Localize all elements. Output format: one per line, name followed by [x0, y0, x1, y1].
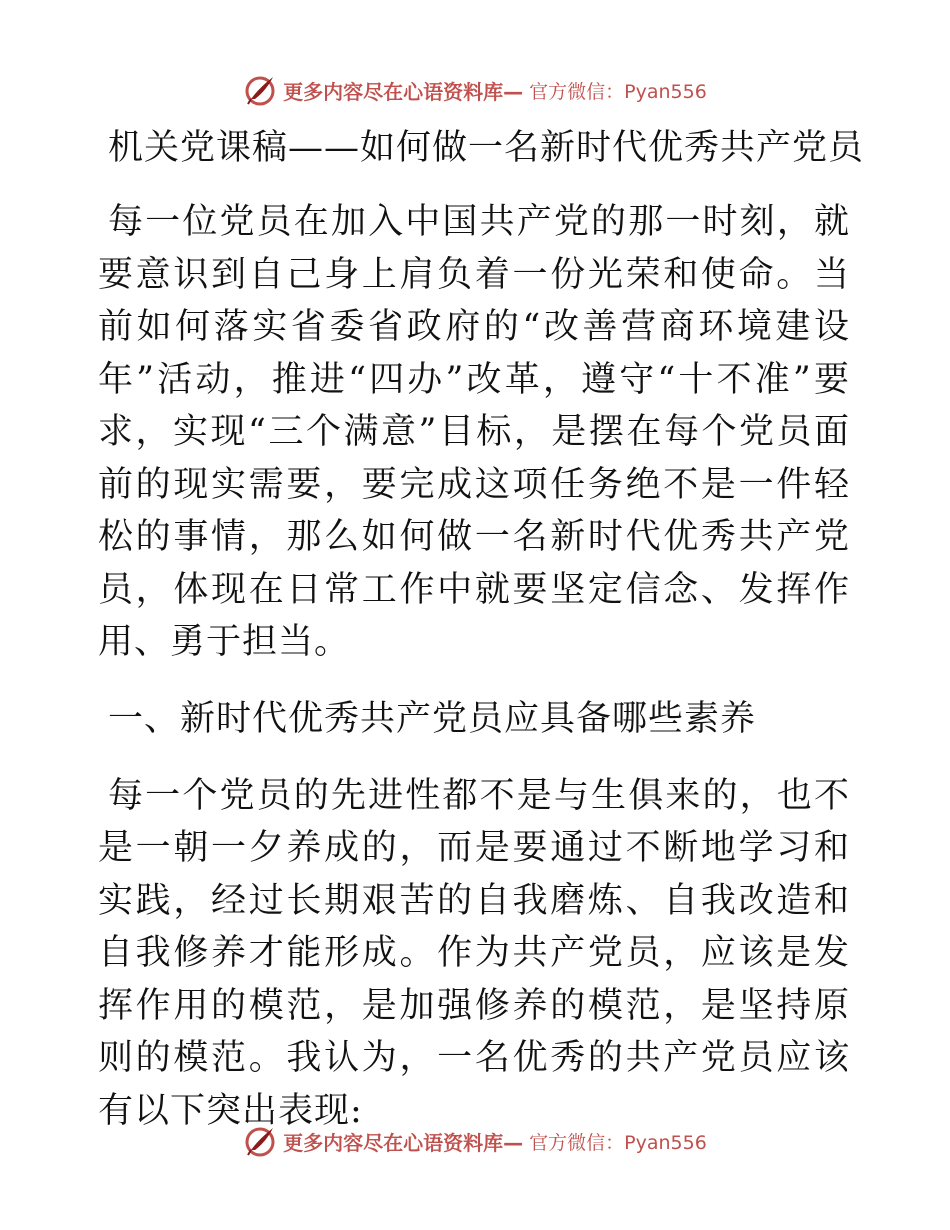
- watermark-text: 更多内容尽在心语资料库—: [283, 79, 524, 104]
- watermark-header: [0, 70, 950, 110]
- watermark-contact: 官方微信：Pyan556: [529, 1131, 707, 1154]
- watermark-contact: 官方微信：Pyan556: [529, 80, 707, 103]
- watermark-footer: [0, 1121, 950, 1161]
- document-title: 机关党课稿——如何做一名新时代优秀共产党员: [108, 128, 865, 168]
- quill-logo-icon: [243, 73, 277, 107]
- watermark-text: 更多内容尽在心语资料库—: [283, 1130, 524, 1155]
- section-heading: 一、新时代优秀共产党员应具备哪些素养: [108, 698, 757, 739]
- document-body: [98, 122, 865, 1161]
- quill-logo-icon: [243, 1124, 277, 1158]
- paragraph: 每一个党员的先进性都不是与生俱来的，也不是一朝一夕养成的，而是要通过不断地学习和实践，经过长期艰苦的自我磨炼、自我改造和自我修养才能形成。作为共产党员，应该是发挥作用的模范，是加强修养的模范，是坚持原则的模范。我认为，一名优秀的共产党员应该有以下突出表现:: [98, 775, 850, 1131]
- paragraph: 每一位党员在加入中国共产党的那一时刻，就要意识到自己身上肩负着一份光荣和使命。当前如何落实省委省政府的“改善营商环境建设年”活动，推进“四办”改革，遵守“十不准”要求，实现“三个满意”目标，是摆在每个党员面前的现实需要，要完成这项任务绝不是一件轻松的事情，那么如何做一名新时代优秀共产党员，体现在日常工作中就要坚定信念、发挥作用、勇于担当。: [98, 202, 850, 662]
